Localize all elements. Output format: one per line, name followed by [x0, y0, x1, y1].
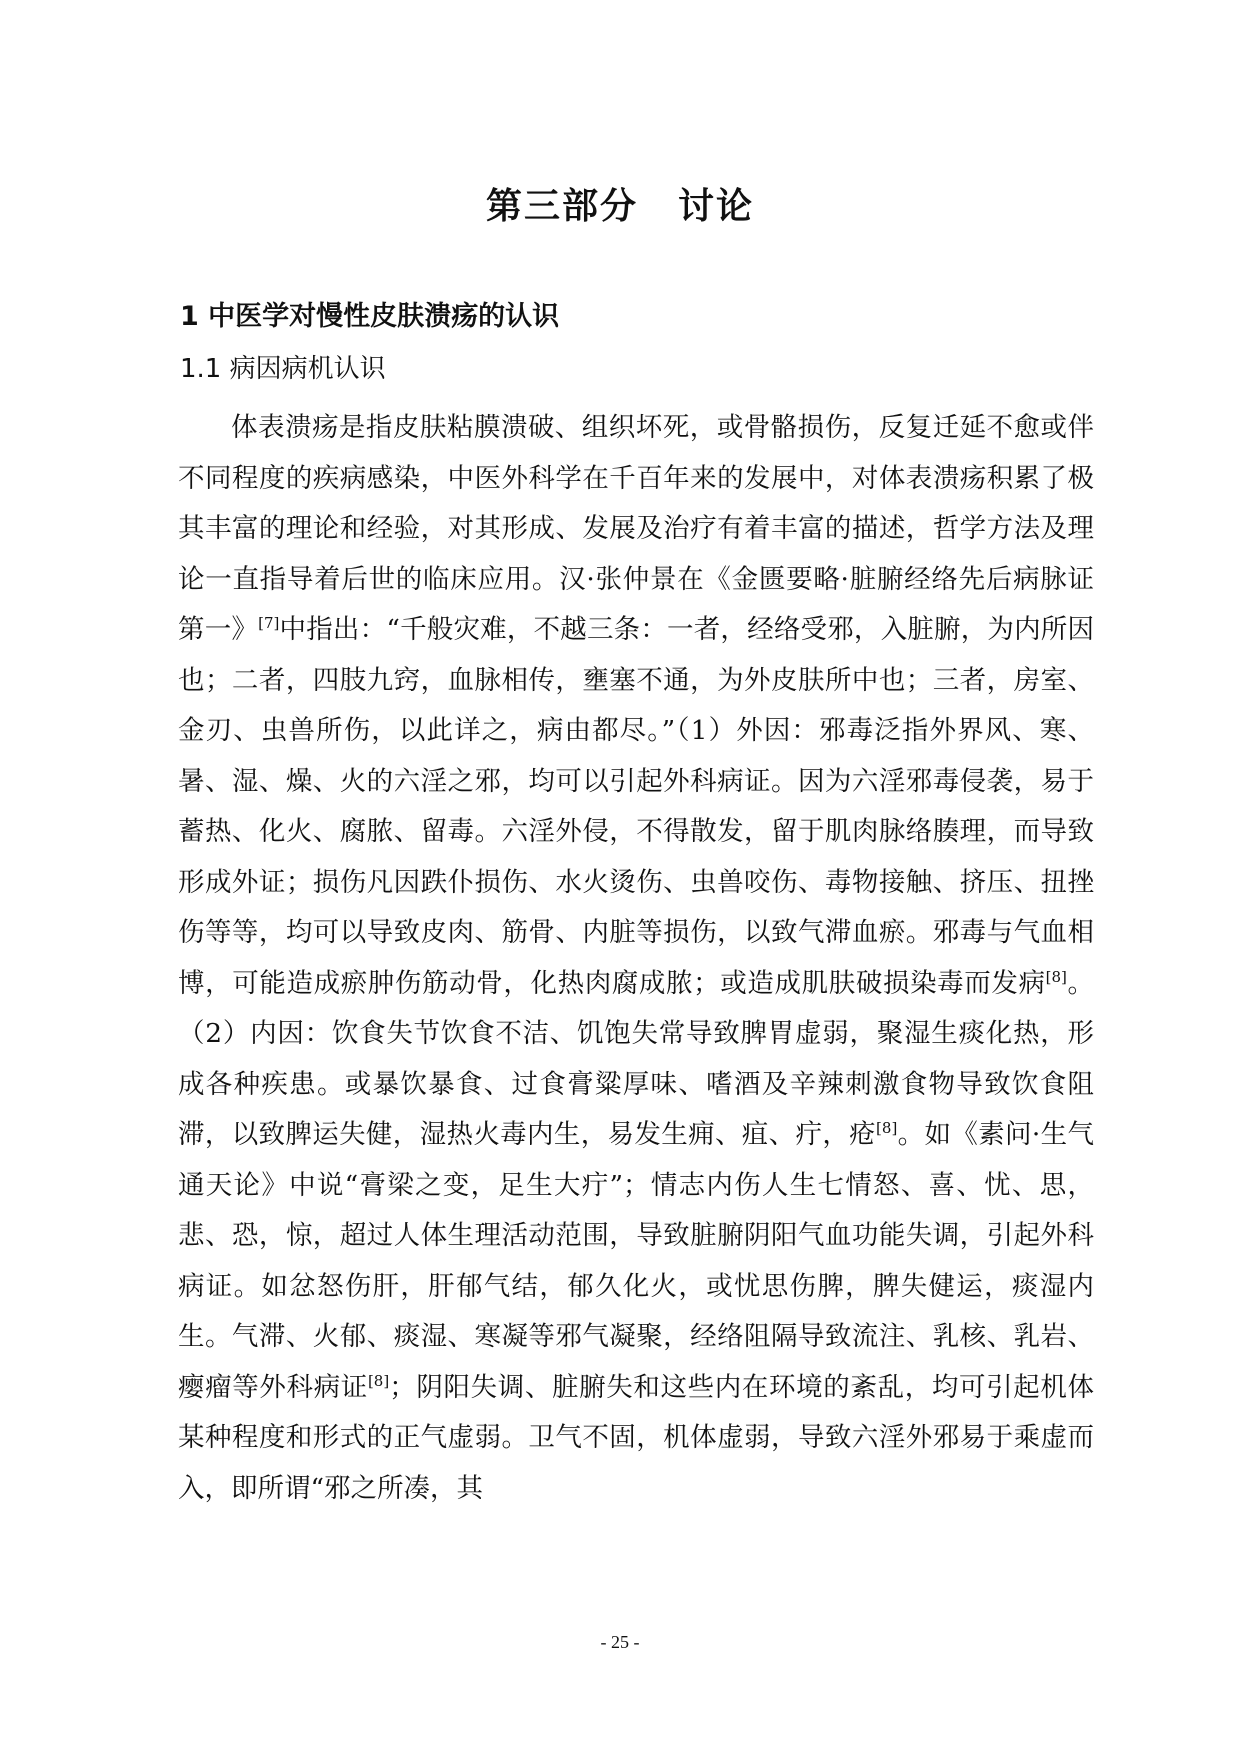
paragraph-segment-5: ；阴阳失调、脏腑失和这些内在环境的紊乱，均可引起机体某种程度和形式的正气虚弱。卫气不固，机体虚弱，导致六淫外邪易于乘虚而入，即所谓“邪之所凑，其 — [178, 1371, 1095, 1504]
title-part-1: 第三部分 — [485, 186, 638, 227]
paragraph-segment-2: 中指出：“千般灾难，不越三条：一者，经络受邪，入脏腑，为内所因也；二者，四肢九窍，血脉相传，壅塞不通，为外皮肤所中也；三者，房室、金刃、虫兽所伤，以此详之，病由都尽。”（1）外因：邪毒泛指外界风、寒、暑、湿、燥、火的六淫之邪，均可以引起外科病证。因为六淫邪毒侵袭，易于蓄热、化火、腐脓、留毒。六淫外侵，不得散发，留于肌肉脉络腠理，而导致形成外证；损伤凡因跌仆损伤、水火烫伤、虫兽咬伤、毒物接触、挤压、扭挫伤等等，均可以导致皮肉、筋骨、内脏等损伤，以致气滞血瘀。邪毒与气血相博，可能造成瘀肿伤筋动骨，化热肉腐成脓；或造成肌肤破损染毒而发病 — [178, 614, 1094, 999]
section-heading: 1 中医学对慢性皮肤溃疡的认识 — [180, 301, 560, 332]
page-title — [0, 178, 1240, 229]
citation-7: [7] — [258, 614, 280, 633]
citation-8a: [8] — [1045, 967, 1067, 986]
paragraph-segment-3: 。（2）内因：饮食失节饮食不洁、饥饱失常导致脾胃虚弱，聚湿生痰化热，形成各种疾患。或暴饮暴食、过食膏粱厚味、嗜酒及辛辣刺激食物导致饮食阻滞，以致脾运失健，湿热火毒内生，易发生痈、疽、疔，疮 — [178, 967, 1095, 1150]
title-part-2: 讨论 — [678, 186, 755, 227]
citation-8b: [8] — [876, 1119, 898, 1138]
citation-8c: [8] — [367, 1371, 390, 1390]
paragraph-segment-4: 。如《素问·生气通天论》中说“膏梁之变，足生大疔”；情志内伤人生七情怒、喜、忧、思，悲、恐，惊，超过人体生理活动范围，导致脏腑阴阳气血功能失调，引起外科病证。如忿怒伤肝，肝郁气结，郁久化火，或忧思伤脾，脾失健运，痰湿内生。气滞、火郁、痰湿、寒凝等邪气凝聚，经络阻隔导致流注、乳核、乳岩、瘿瘤等外科病证 — [178, 1119, 1095, 1403]
subsection-heading: 1.1 病因病机认识 — [180, 354, 386, 384]
page-number: - 25 - — [600, 1632, 640, 1652]
paragraph-segment-1: 体表溃疡是指皮肤粘膜溃破、组织坏死，或骨骼损伤，反复迁延不愈或伴不同程度的疾病感染，中医外科学在千百年来的发展中，对体表溃疡积累了极其丰富的理论和经验，对其形成、发展及治疗有着丰富的描述，哲学方法及理论一直指导着后世的临床应用。汉·张仲景在《金匮要略·脏腑经络先后病脉证第一》 — [178, 412, 1094, 645]
body-paragraph — [178, 403, 1094, 1514]
